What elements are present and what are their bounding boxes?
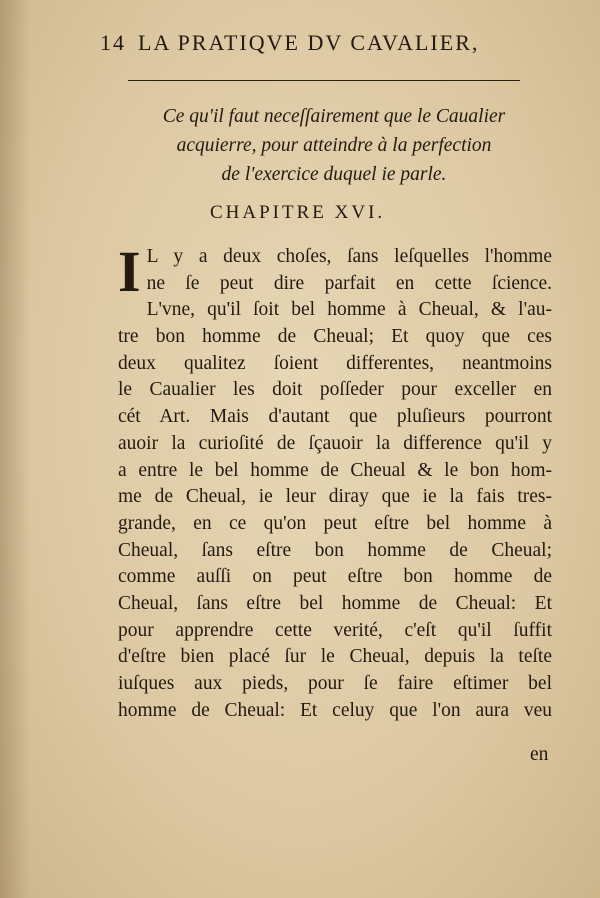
text-line: ne ſe peut dire parfait en cette ſcience. [146,272,552,294]
text-line: homme de Cheual: Et celuy que l'on aura veu [118,699,552,721]
header-rule [128,80,520,81]
text-line: me de Cheual, ie leur diray que ie la fais tres- [118,486,552,508]
heading-line: de l'exercice duquel ie parle. [221,164,447,185]
chapter-summary-heading [118,102,550,189]
text-line: L'vne, qu'il ſoit bel homme à Cheual, & l'au- [146,299,552,321]
page-gutter-shadow [0,0,30,898]
catchword: en [530,744,549,765]
running-head [100,30,540,56]
text-line: a entre le bel homme de Cheual & le bon hom- [118,459,552,481]
text-line: auoir la curioſité de ſçauoir la difference qu'il y [118,432,552,454]
body-text [118,239,552,724]
text-line: d'eſtre bien placé ſur le Cheual, depuis la teſte [118,646,552,668]
page-number: 14 [100,30,126,55]
text-line: Cheual, ſans eſtre bel homme de Cheual: Et [118,592,552,614]
text-line: L y a deux choſes, ſans leſquelles l'homme [146,246,552,267]
running-title: LA PRATIQVE DV CAVALIER, [138,30,480,55]
text-line: comme auſſi on peut eſtre bon homme de [118,566,552,588]
text-line: Cheual, ſans eſtre bon homme de Cheual; [118,539,552,561]
text-line: pour apprendre cette verité, c'eſt qu'il ſuffit [118,619,552,641]
drop-cap: I [118,239,141,304]
chapter-title: CHAPITRE XVI. [210,202,386,223]
text-line: cét Art. Mais d'autant que pluſieurs pourront [118,406,552,428]
text-line: grande, en ce qu'on peut eſtre bel homme à [118,512,552,534]
text-line: iuſques aux pieds, pour ſe faire eſtimer bel [118,673,552,694]
heading-line: acquierre, pour atteindre à la perfection [176,135,492,156]
heading-line: Ce qu'il faut neceſſairement que le Caualier [162,106,506,127]
text-line: deux qualitez ſoient differentes, neantmoins [118,352,552,374]
text-line: le Caualier les doit poſſeder pour exceller en [118,379,552,401]
text-line: tre bon homme de Cheual; Et quoy que ces [118,326,552,348]
